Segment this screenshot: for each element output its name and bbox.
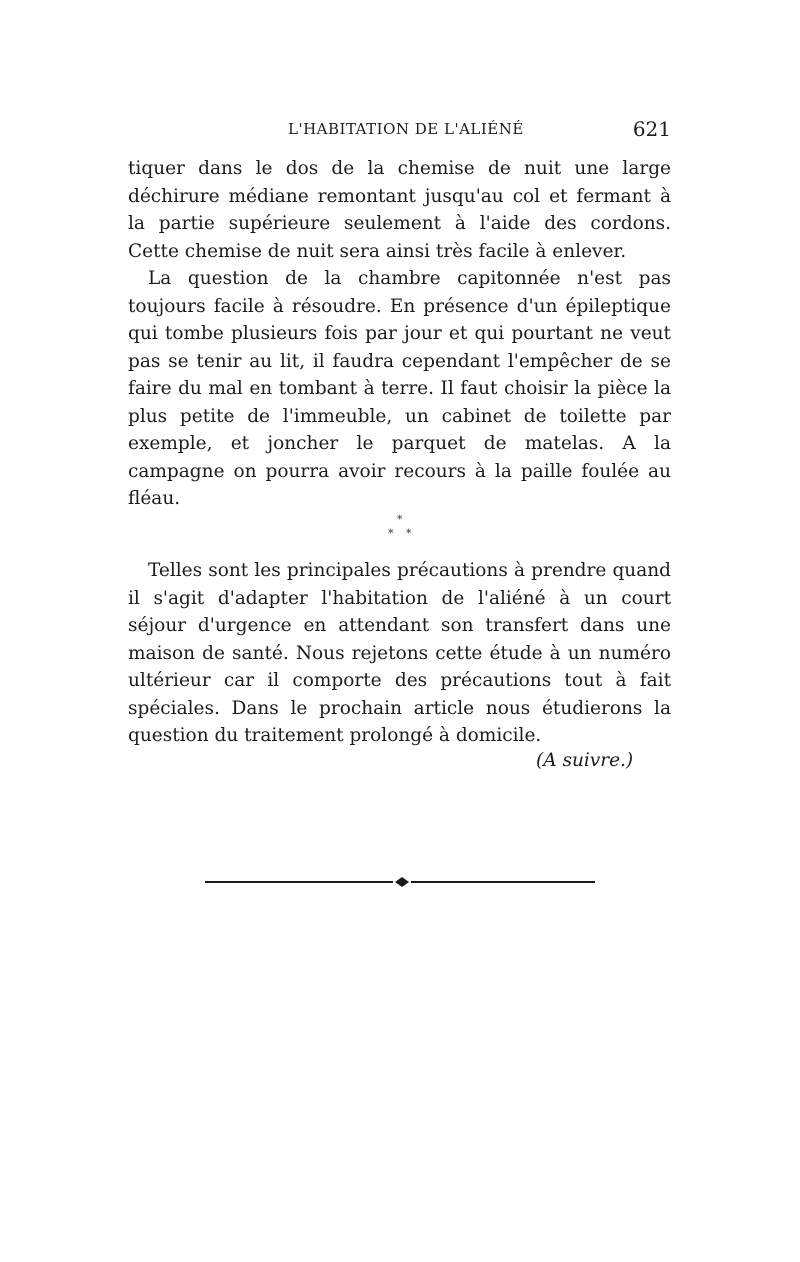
page-header	[128, 117, 671, 142]
paragraph-3: Telles sont les principales précautions à prendre quand il s'agit d'adapter l'habitation de l'aliéné à un court séjour d'urgence en attendant son transfert dans une maison de santé. Nous rejetons cette étude à un numéro ultérieur car il comporte des précautions tout à fait spéciales. Dans le prochain article nous étudierons la question du traitement prolongé à domicile.	[128, 560, 671, 746]
to-be-continued: (A suivre.)	[536, 750, 634, 771]
asterism-star: *	[406, 527, 412, 540]
end-ornament-rule	[205, 874, 595, 890]
asterism	[385, 513, 419, 543]
asterism-star: *	[388, 527, 394, 540]
body-text-bottom	[128, 557, 671, 750]
body-text-top	[128, 155, 671, 513]
asterism-star: *	[397, 513, 403, 526]
running-title: L'HABITATION DE L'ALIÉNÉ	[288, 120, 524, 138]
paragraph-2: La question de la chambre capitonnée n'est pas toujours facile à résoudre. En présence d'un épileptique qui tombe plusieurs fois par jour et qui pourtant ne veut pas se tenir au lit, il faudra cependant l'empêcher de se faire du mal en tombant à terre. Il faut choisir la pièce la plus petite de l'immeuble, un cabinet de toilette par exemple, et joncher le parquet de matelas. A la campagne on pourra avoir recours à la paille foulée au fléau.	[128, 268, 671, 509]
paragraph-1: tiquer dans le dos de la chemise de nuit une large déchirure médiane remontant jusqu'au col et fermant à la partie supérieure seulement à l'aide des cordons. Cette chemise de nuit sera ainsi très facile à enlever.	[128, 158, 671, 262]
page-number: 621	[632, 117, 671, 141]
